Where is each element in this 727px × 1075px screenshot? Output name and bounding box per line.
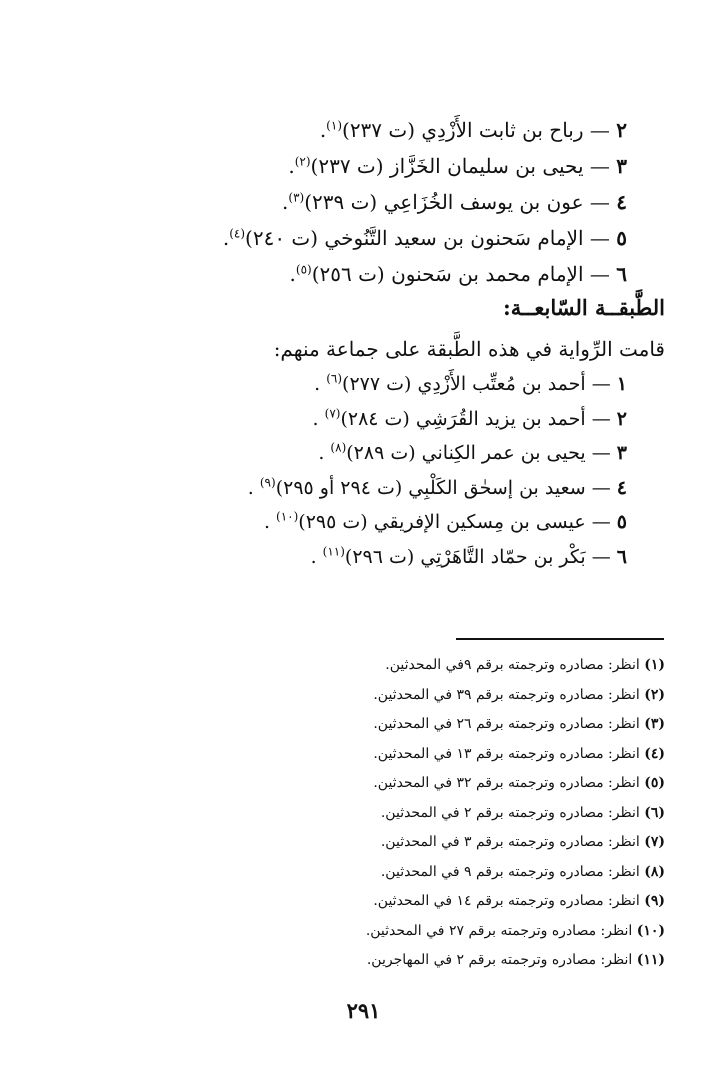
list-item: ٦ — بَكْر بن حمّاد التَّاهَرْتِي (ت ٢٩٦)$^{(١١)}$ . xyxy=(310,544,627,568)
section-heading: الطَّبقــة السّابعــة: xyxy=(503,295,665,320)
list-item: ١ — أحمد بن مُعتِّب الأَزْدِي (ت ٢٧٧)$^{(٦)}$ . xyxy=(314,371,627,395)
list-item: ٤ — سعيد بن إسحٰق الكَلْبِي (ت ٢٩٤ أو ٢٩٥)$^{(٩)}$ . xyxy=(247,475,627,499)
list-item: ٤ — عون بن يوسف الخُزَاعِي (ت ٢٣٩)$^{(٣)}$. xyxy=(282,190,627,214)
footnote: (٣) انظر: مصادره وترجمته برقم ٢٦ في المحدثين. xyxy=(373,716,665,732)
footnotes xyxy=(245,651,665,976)
footnote: (١١) انظر: مصادره وترجمته برقم ٢ في المهاجرين. xyxy=(366,952,665,968)
list-item: ٦ — الإمام محمد بن سَحنون (ت ٢٥٦)$^{(٥)}$. xyxy=(289,262,627,286)
narrator-list-sixth xyxy=(107,112,627,292)
footnote: (١) انظر: مصادره وترجمته برقم ٩في المحدثين. xyxy=(385,657,665,673)
footnote-divider xyxy=(456,638,664,640)
footnote: (٦) انظر: مصادره وترجمته برقم ٢ في المحدثين. xyxy=(380,804,665,821)
list-item: ٢ — أحمد بن يزيد القُرَشِي (ت ٢٨٤)$^{(٧)}$ . xyxy=(312,406,627,430)
section-intro: قامت الرِّواية في هذه الطَّبقة على جماعة منهم: xyxy=(273,337,665,361)
footnote: (٤) انظر: مصادره وترجمته برقم ١٣ في المحدثين. xyxy=(373,745,665,762)
list-item: ٥ — الإمام سَحنون بن سعيد التَّنُوخي (ت ٢٤٠)$^{(٤)}$. xyxy=(222,226,627,250)
footnote: (٧) انظر: مصادره وترجمته برقم ٣ في المحدثين. xyxy=(380,834,665,850)
footnote: (٥) انظر: مصادره وترجمته برقم ٣٢ في المحدثين. xyxy=(373,775,665,791)
footnote: (٢) انظر: مصادره وترجمته برقم ٣٩ في المحدثين. xyxy=(373,686,665,703)
list-item: ٣ — يحيى بن سليمان الخَزَّاز (ت ٢٣٧)$^{(٢)}$. xyxy=(288,154,627,178)
page-number: ٢٩١ xyxy=(346,998,381,1023)
list-item: ٢ — رباح بن ثابت الأَزْدِي (ت ٢٣٧)$^{(١)}$. xyxy=(319,118,627,142)
footnote: (١٠) انظر: مصادره وترجمته برقم ٢٧ في المحدثين. xyxy=(365,922,665,939)
footnote: (٨) انظر: مصادره وترجمته برقم ٩ في المحدثين. xyxy=(380,863,665,880)
narrator-list-seventh xyxy=(107,367,627,575)
list-item: ٣ — يحيى بن عمر الكِناني (ت ٢٨٩)$^{(٨)}$ . xyxy=(318,440,627,465)
list-item: ٥ — عيسى بن مِسكين الإفريقي (ت ٢٩٥)$^{(١٠)}$ . xyxy=(263,510,627,534)
footnote: (٩) انظر: مصادره وترجمته برقم ١٤ في المحدثين. xyxy=(373,893,665,909)
